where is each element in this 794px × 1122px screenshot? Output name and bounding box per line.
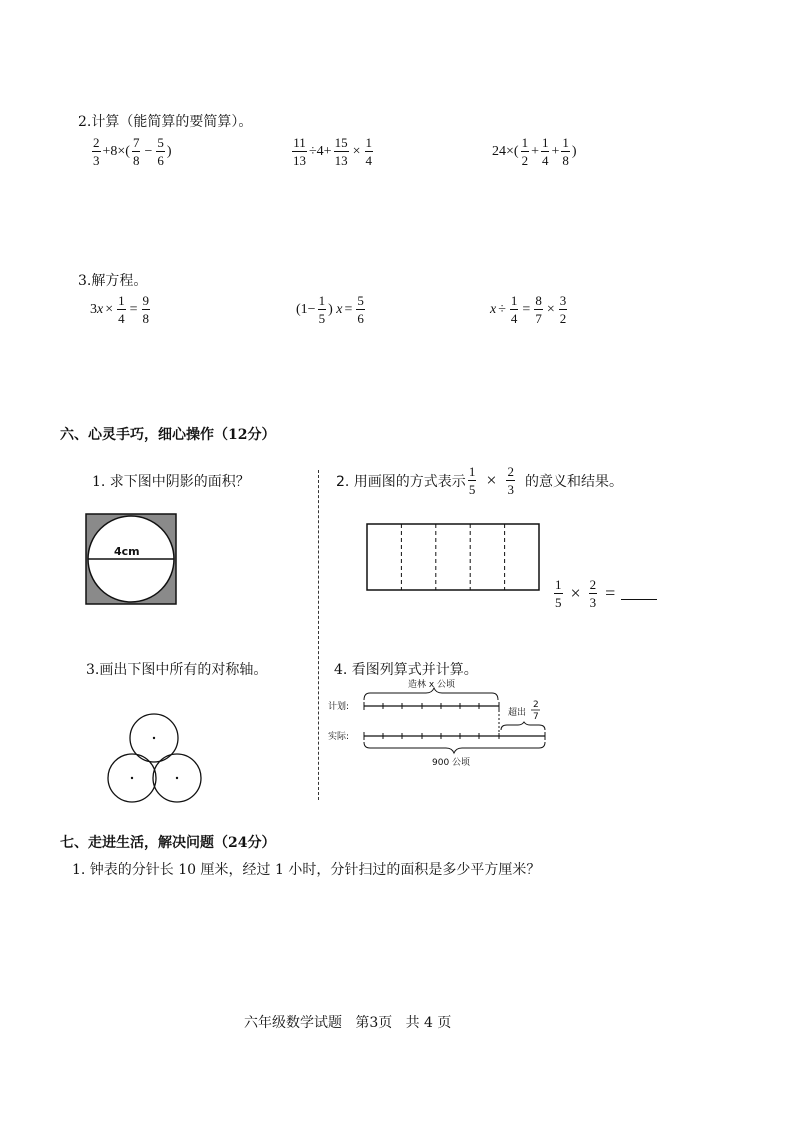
- s6-q2-text: 2. 用画图的方式表示 $\frac{1}{5}$ × $\frac{2}{3}$ 的意义和结果。: [336, 464, 623, 497]
- center-dot: [176, 777, 178, 779]
- actual-total-label: 900 公顷: [432, 758, 471, 768]
- exceed-num: 2: [533, 700, 539, 710]
- q3-title: 3.解方程。: [78, 273, 148, 289]
- diameter-label: 4cm: [114, 545, 140, 558]
- q2-expression-3: 24×( $\frac{1}{2}$ + $\frac{1}{4}$ + $\frac{1}{8}$ ): [492, 135, 577, 168]
- center-dot: [153, 737, 155, 739]
- three-circles-figure: [106, 712, 206, 806]
- fraction-rectangle: [366, 523, 546, 593]
- q2-expression-1: $\frac{2}{3}$ +8×( $\frac{7}{8}$ − $\frac{5}{6}$ ): [93, 135, 172, 168]
- s6-q2-answer: $\frac{1}{5}$ × $\frac{2}{3}$ =: [552, 578, 657, 609]
- exceed-label: 超出: [508, 708, 527, 718]
- plan-label: 计划:: [328, 702, 350, 712]
- plan-brace-label: 造林 x 公顷: [408, 680, 456, 690]
- segment-diagram: [326, 678, 556, 768]
- s6-q3-text: 3.画出下图中所有的对称轴。: [86, 662, 268, 678]
- q3-equation-2: (1− $\frac{1}{5}$ ) x = $\frac{5}{6}$: [296, 293, 364, 326]
- q3-equation-1: 3 x × $\frac{1}{4}$ = $\frac{9}{8}$: [90, 293, 150, 326]
- q2-expression-2: $\frac{11}{13}$ ÷4+ $\frac{15}{13}$ × $\frac{1}{4}$: [293, 135, 372, 168]
- column-divider: [318, 470, 319, 800]
- s7-q1-text: 1. 钟表的分针长 10 厘米，经过 1 小时，分针扫过的面积是多少平方厘米？: [72, 862, 541, 878]
- exceed-brace: [501, 722, 545, 730]
- section7-heading: 七、走进生活，解决问题（24分）: [60, 835, 276, 851]
- page-footer: 六年级数学试题 第3页 共 4 页: [244, 1015, 452, 1031]
- s6-q4-text: 4. 看图列算式并计算。: [334, 662, 478, 678]
- answer-blank: [621, 587, 657, 600]
- section6-heading: 六、心灵手巧，细心操作（12分）: [60, 427, 276, 443]
- actual-label: 实际:: [328, 732, 350, 742]
- q3-equation-3: x ÷ $\frac{1}{4}$ = $\frac{8}{7}$ × $\frac{3}{2}$: [490, 293, 567, 326]
- q2-title: 2.计算（能简算的要简算）。: [78, 114, 253, 130]
- actual-brace: [364, 742, 545, 753]
- shaded-square-figure: [84, 512, 180, 608]
- center-dot: [131, 777, 133, 779]
- rectangle-outline: [367, 524, 539, 590]
- exceed-den: 7: [533, 712, 539, 722]
- s6-q1-text: 1. 求下图中阴影的面积？: [92, 474, 250, 490]
